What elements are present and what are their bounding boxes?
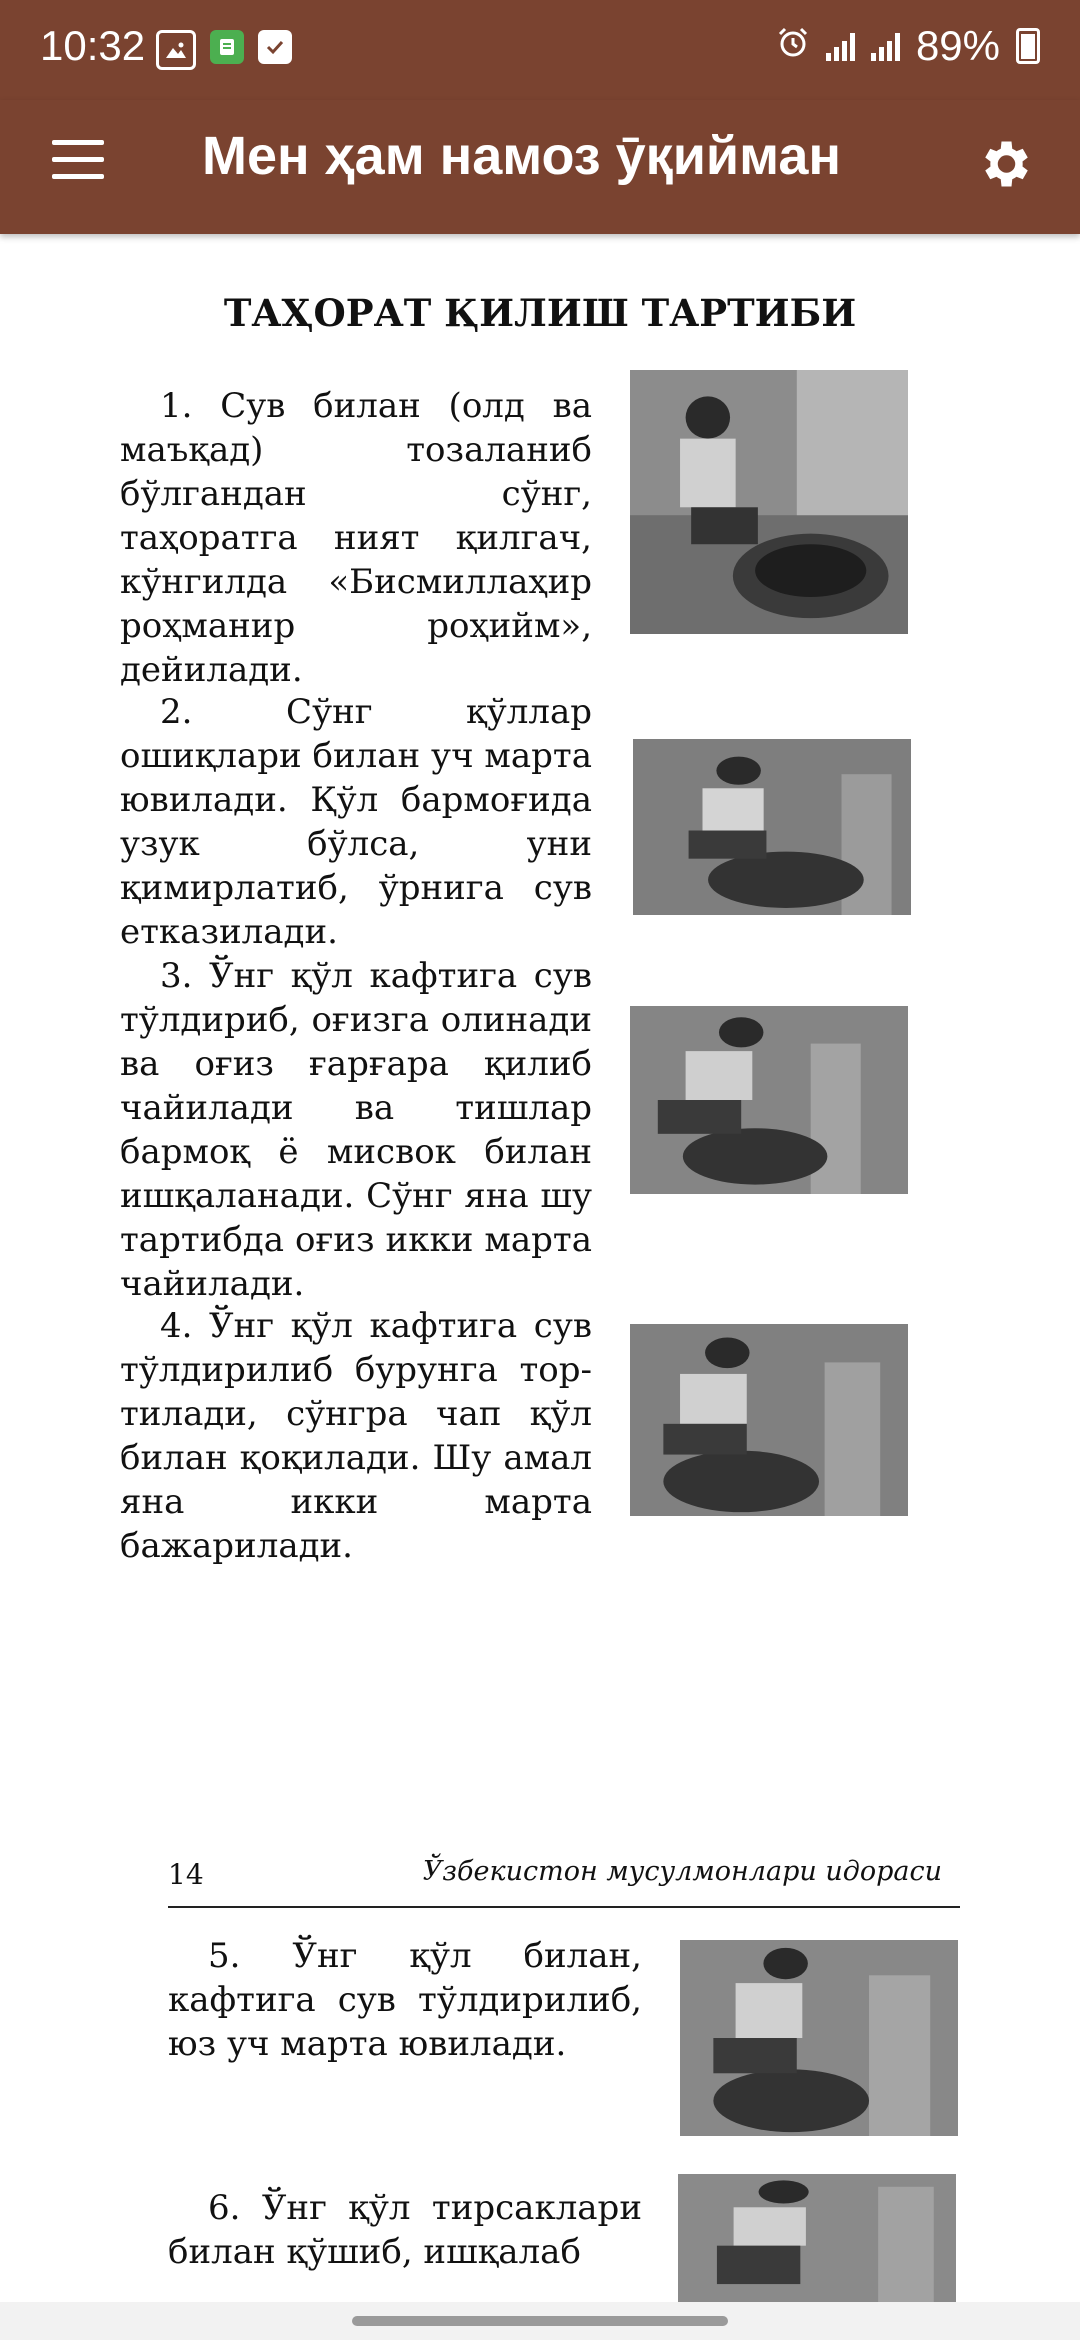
hamburger-icon-line	[52, 174, 104, 179]
gesture-handle[interactable]	[352, 2316, 728, 2326]
page-number: 14	[168, 1858, 204, 1891]
step-4-paragraph: 4. Ўнг қўл кафтига сув тўлдирилиб бурунга тортилади, сўнгра чап қўл билан қоқилади. Шу амал яна икки марта бажарилади.	[120, 1306, 592, 1566]
book-page	[0, 234, 1080, 2304]
notification-icons	[156, 30, 292, 70]
app-bar	[0, 100, 1080, 234]
hamburger-icon-line	[52, 157, 104, 162]
battery-percent: 89%	[915, 22, 1000, 69]
step-3-paragraph: 3. Ўнг қўл кафтига сув тўлдириб, оғизга олинади ва оғиз ғарғара қилиб чайилади ва тишлар бармоқ ё мисвок билан ишқаланади. Сўнг яна шу тартибда оғиз икки марта чайилади.	[120, 956, 592, 1304]
checkbox-icon	[258, 30, 292, 64]
step-5-text	[168, 1934, 642, 2066]
step-1-paragraph: 1. Сув билан (олд ва маъқад) тозаланиб бўлгандан сўнг, таҳоратга ният қилгач, кўнгилда «Бисмиллаҳир роҳманир роҳийм», дейилади.	[120, 386, 592, 690]
signal-icon-2	[871, 31, 900, 61]
gesture-nav-area	[0, 2302, 1080, 2340]
hamburger-icon	[52, 140, 104, 145]
step-6-text	[168, 2186, 642, 2274]
step-4-photo	[630, 1324, 908, 1516]
image-icon	[156, 30, 196, 70]
step-4-text	[120, 1304, 592, 1568]
step-1-text	[120, 384, 592, 692]
step-2-paragraph: 2. Сўнг қўллар ошиқлари билан уч марта ювилади. Қўл бармоғида узук бўлса, уни қимирлатиб, ўрнига сув етказилади.	[120, 692, 592, 952]
step-5-photo	[680, 1940, 958, 2136]
status-right	[776, 22, 1040, 70]
step-2-photo	[633, 739, 911, 915]
step-1-photo	[630, 370, 908, 634]
settings-button[interactable]	[968, 128, 1040, 200]
menu-button[interactable]	[52, 140, 108, 196]
app-notification-icon	[210, 30, 244, 64]
footer-divider	[168, 1906, 960, 1908]
gear-icon	[974, 134, 1034, 194]
page-heading: ТАҲОРАТ ҚИЛИШ ТАРТИБИ	[223, 291, 857, 335]
step-5-paragraph: 5. Ўнг қўл билан, кафтига сув тўлдирилиб, юз уч марта ювилади.	[168, 1936, 642, 2064]
signal-icon	[826, 31, 855, 61]
step-6-paragraph: 6. Ўнг қўл тирсаклари билан қўшиб, ишқалаб	[168, 2188, 642, 2272]
step-6-photo	[678, 2174, 956, 2302]
step-3-photo	[630, 1006, 908, 1194]
alarm-icon	[776, 22, 810, 70]
publisher-footer: Ўзбекистон мусулмонлари идораси	[422, 1856, 942, 1887]
battery-icon	[1016, 28, 1040, 64]
status-bar	[0, 0, 1080, 100]
app-title: Мен ҳам намоз ӯқийман	[202, 126, 841, 186]
status-time: 10:32	[40, 22, 146, 69]
step-3-text	[120, 954, 592, 1306]
step-2-text	[120, 690, 592, 954]
